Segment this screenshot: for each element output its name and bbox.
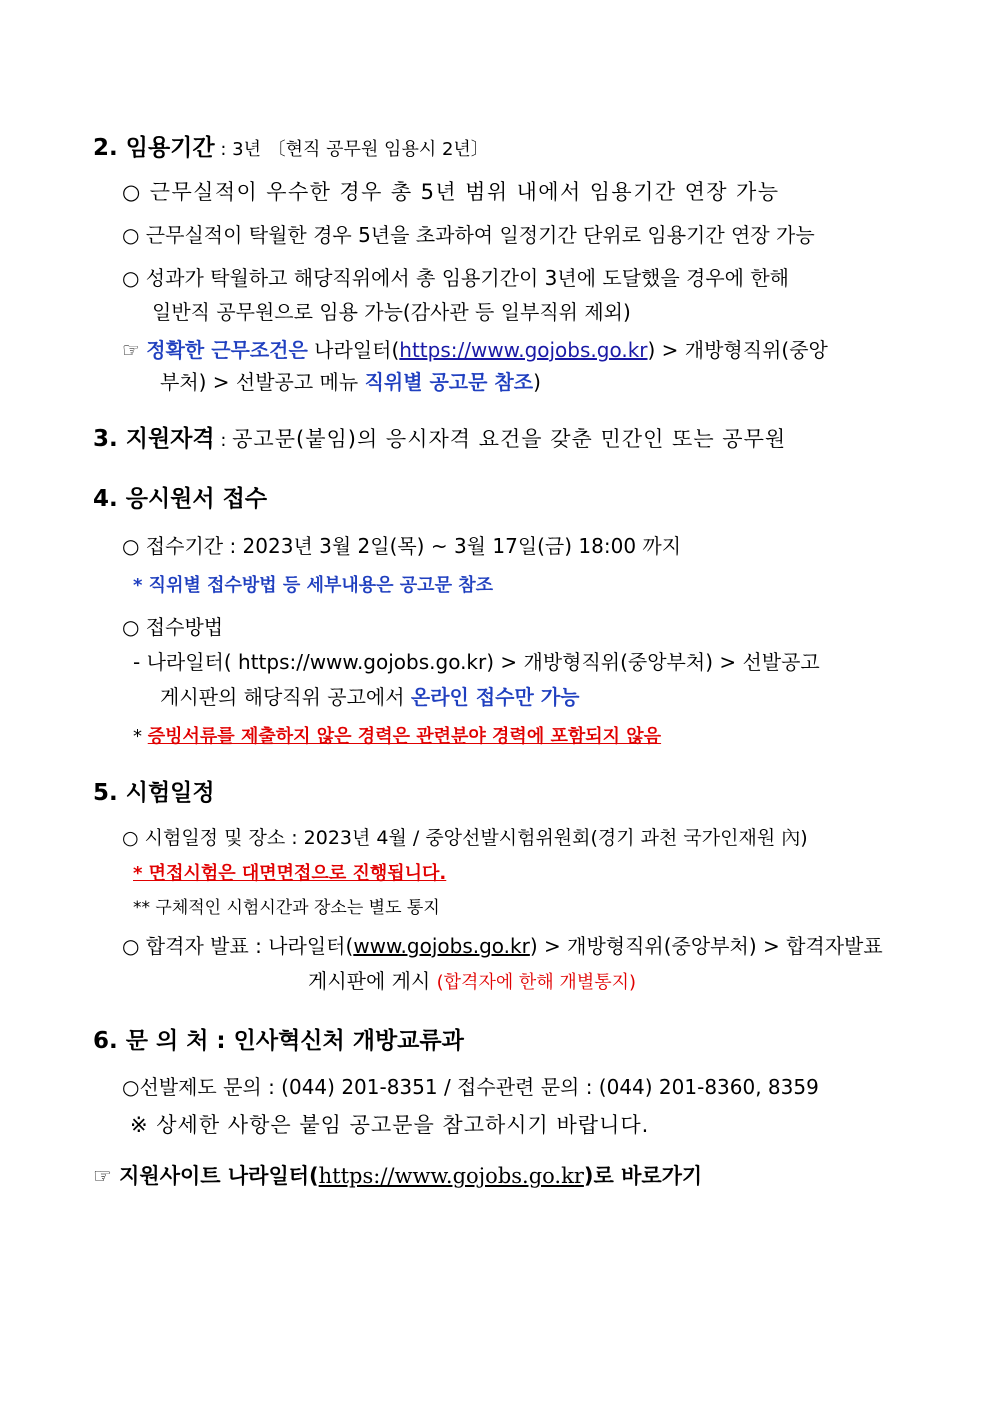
section-5-note-1: * 면접시험은 대면면접으로 진행됩니다. [133,863,447,884]
reference-emphasis: 정확한 근무조건은 [146,338,308,362]
section-2-reference-2 [160,368,541,396]
section-2-bullet-2: ○ 근무실적이 탁월한 경우 5년을 초과하여 일정기간 단위로 임용기간 연장 가능 [122,223,815,247]
announce-label: ○ 합격자 발표 : 나라일터( [122,934,354,958]
section-5-announce-2 [308,967,636,997]
section-4-note-2 [133,723,661,751]
announce-board: 게시판에 게시 [308,969,437,993]
reference-text: 나라일터( [307,338,400,362]
announce-note: (합격자에 한해 개별통지) [436,972,637,993]
reference-close: ) [533,370,541,394]
section-6-contact: ○선발제도 문의 : (044) 201-8351 / 접수관련 문의 : (044) 201-8360, 8359 [122,1075,819,1099]
announce-path: ) > 개방형직위(중앙부처) > 합격자발표 [529,934,883,958]
section-4-title: 4. 응시원서 접수 [93,486,268,512]
footer-link-line [93,1162,702,1190]
section-2-bullet-1: ○ 근무실적이 우수한 경우 총 5년 범위 내에서 임용기간 연장 가능 [122,180,780,204]
section-3-title: 3. 지원자격 [93,426,215,452]
section-5-title: 5. 시험일정 [93,780,215,806]
pointing-hand-icon: ☞ [93,1164,120,1188]
section-6-title: 6. 문 의 처 : 인사혁신처 개방교류과 [93,1028,464,1054]
section-5-schedule: ○ 시험일정 및 장소 : 2023년 4월 / 중앙선발시험위원회(경기 과천 국가인재원 內) [122,827,808,849]
section-2-bullet-3b: 일반직 공무원으로 임용 가능(감사관 등 일부직위 제외) [152,300,631,324]
footer-label: 지원사이트 나라일터( [119,1164,319,1188]
reference-emphasis-2: 직위별 공고문 참조 [364,370,534,394]
online-only-emphasis: 온라인 접수만 가능 [410,685,580,709]
method-text: 게시판의 해당직위 공고에서 [160,685,411,709]
section-4-method-1b [160,683,579,711]
evidence-warning: 증빙서류를 제출하지 않은 경력은 관련분야 경력에 포함되지 않음 [147,726,662,747]
section-5-announce [122,932,883,960]
section-5-note-2: ** 구체적인 시험시간과 장소는 별도 통지 [133,898,440,918]
section-4-method-1a: - 나라일터( https://www.gojobs.go.kr) > 개방형직위(중앙부처) > 선발공고 [133,650,820,674]
section-2-period: 3년 [232,139,261,160]
section-2-note: 〔현직 공무원 임용시 2년〕 [267,139,489,160]
gojobs-link[interactable]: https://www.gojobs.go.kr [399,338,648,362]
section-4-method: ○ 접수방법 [122,615,224,639]
section-3-separator: : [214,430,233,451]
section-2-separator: : [214,139,233,160]
reference-tail: ) > 개방형직위(중앙 [647,338,828,362]
section-2-title: 2. 임용기간 [93,135,215,161]
section-6-refer: ※ 상세한 사항은 붙임 공고문을 참고하시기 바랍니다. [130,1113,650,1137]
section-4-period: ○ 접수기간 : 2023년 3월 2일(목) ~ 3월 17일(금) 18:00 까지 [122,534,682,558]
pointing-hand-icon: ☞ [122,338,147,362]
section-3-heading [93,425,786,455]
section-2-heading [93,134,489,164]
section-4-note-1: * 직위별 접수방법 등 세부내용은 공고문 참조 [133,575,493,596]
note-asterisk: * [133,726,148,747]
section-3-text: 공고문(붙임)의 응시자격 요건을 갖춘 민간인 또는 공무원 [232,427,787,451]
section-2-reference [122,336,828,364]
section-2-bullet-3a: ○ 성과가 탁월하고 해당직위에서 총 임용기간이 3년에 도달했을 경우에 한해 [122,266,789,290]
footer-gojobs-link[interactable]: https://www.gojobs.go.kr [318,1164,584,1188]
announce-link[interactable]: www.gojobs.go.kr [353,934,530,958]
reference-path: 부처) > 선발공고 메뉴 [160,370,365,394]
footer-tail: )로 바로가기 [583,1164,703,1188]
